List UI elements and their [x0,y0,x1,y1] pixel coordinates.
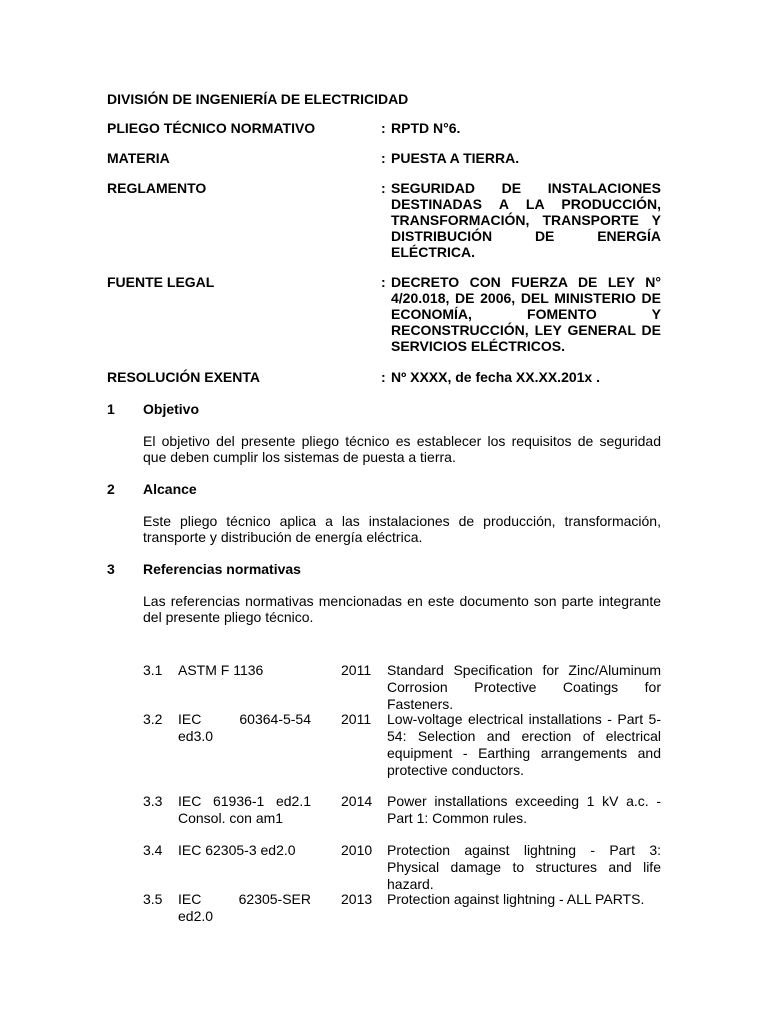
header-value: RPTD N°6. [391,120,461,136]
reference-year: 2011 [341,711,372,727]
division-title: DIVISIÓN DE INGENIERÍA DE ELECTRICIDAD [107,91,409,107]
reference-code: IEC 61936-1 ed2.1 Consol. con am1 [178,793,311,826]
header-colon: : [381,120,386,136]
header-value: SEGURIDAD DE INSTALACIONES DESTINADAS A LA PRODUCCIÓN, TRANSFORMACIÓN, TRANSPORTE Y DISTRIBUCIÓN DE ENERGÍA ELÉCTRICA. [391,180,661,260]
header-colon: : [381,150,386,166]
reference-description: Protection against lightning - ALL PARTS. [387,891,645,907]
header-colon: : [381,180,386,196]
header-colon: : [381,369,386,385]
header-label: RESOLUCIÓN EXENTA [107,369,260,385]
header-value: Nº XXXX, de fecha XX.XX.201x . [391,369,600,385]
reference-description: Protection against lightning - Part 3: Physical damage to structures and life hazard. [387,842,661,892]
reference-year: 2010 [341,842,373,858]
header-label: MATERIA [107,150,170,166]
reference-number: 3.1 [143,662,163,678]
section-title-alcance: Alcance [143,481,197,497]
section-paragraph-objetivo: El objetivo del presente pliego técnico es establecer los requisitos de seguridad que deben cumplir los sistemas de puesta a tierra. [143,433,661,465]
section-paragraph-alcance: Este pliego técnico aplica a las instalaciones de producción, transformación, transporte y distribución de energía eléctrica. [143,513,661,545]
header-value: PUESTA A TIERRA. [391,150,520,166]
header-value: DECRETO CON FUERZA DE LEY N° 4/20.018, DE 2006, DEL MINISTERIO DE ECONOMÍA, FOMENTO Y RECONSTRUCCIÓN, LEY GENERAL DE SERVICIOS ELÉCTRICOS. [391,274,661,354]
section-number: 1 [107,401,115,417]
reference-code: IEC 62305-SER ed2.0 [178,891,311,924]
header-colon: : [381,274,386,290]
section-paragraph-referencias: Las referencias normativas mencionadas en este documento son parte integrante del presente pliego técnico. [143,593,661,625]
reference-code: IEC 60364-5-54 ed3.0 [178,711,311,744]
header-label: FUENTE LEGAL [107,274,215,290]
reference-year: 2011 [341,662,372,678]
reference-code: ASTM F 1136 [178,662,264,678]
reference-year: 2014 [341,793,373,809]
section-number: 3 [107,561,115,577]
reference-year: 2013 [341,891,373,907]
reference-code: IEC 62305-3 ed2.0 [178,842,296,858]
reference-number: 3.2 [143,711,163,727]
reference-description: Power installations exceeding 1 kV a.c. - Part 1: Common rules. [387,793,661,826]
header-label: REGLAMENTO [107,180,207,196]
reference-description: Low-voltage electrical installations - Part 5-54: Selection and erection of electrical equipment - Earthing arrangements and protective conductors. [387,711,661,778]
reference-number: 3.3 [143,793,163,809]
section-title-referencias: Referencias normativas [143,561,301,577]
header-label: PLIEGO TÉCNICO NORMATIVO [107,120,316,136]
section-title-objetivo: Objetivo [143,401,200,417]
reference-description: Standard Specification for Zinc/Aluminum Corrosion Protective Coatings for Fasteners. [387,662,661,712]
section-number: 2 [107,481,115,497]
reference-number: 3.5 [143,891,163,907]
reference-number: 3.4 [143,842,163,858]
